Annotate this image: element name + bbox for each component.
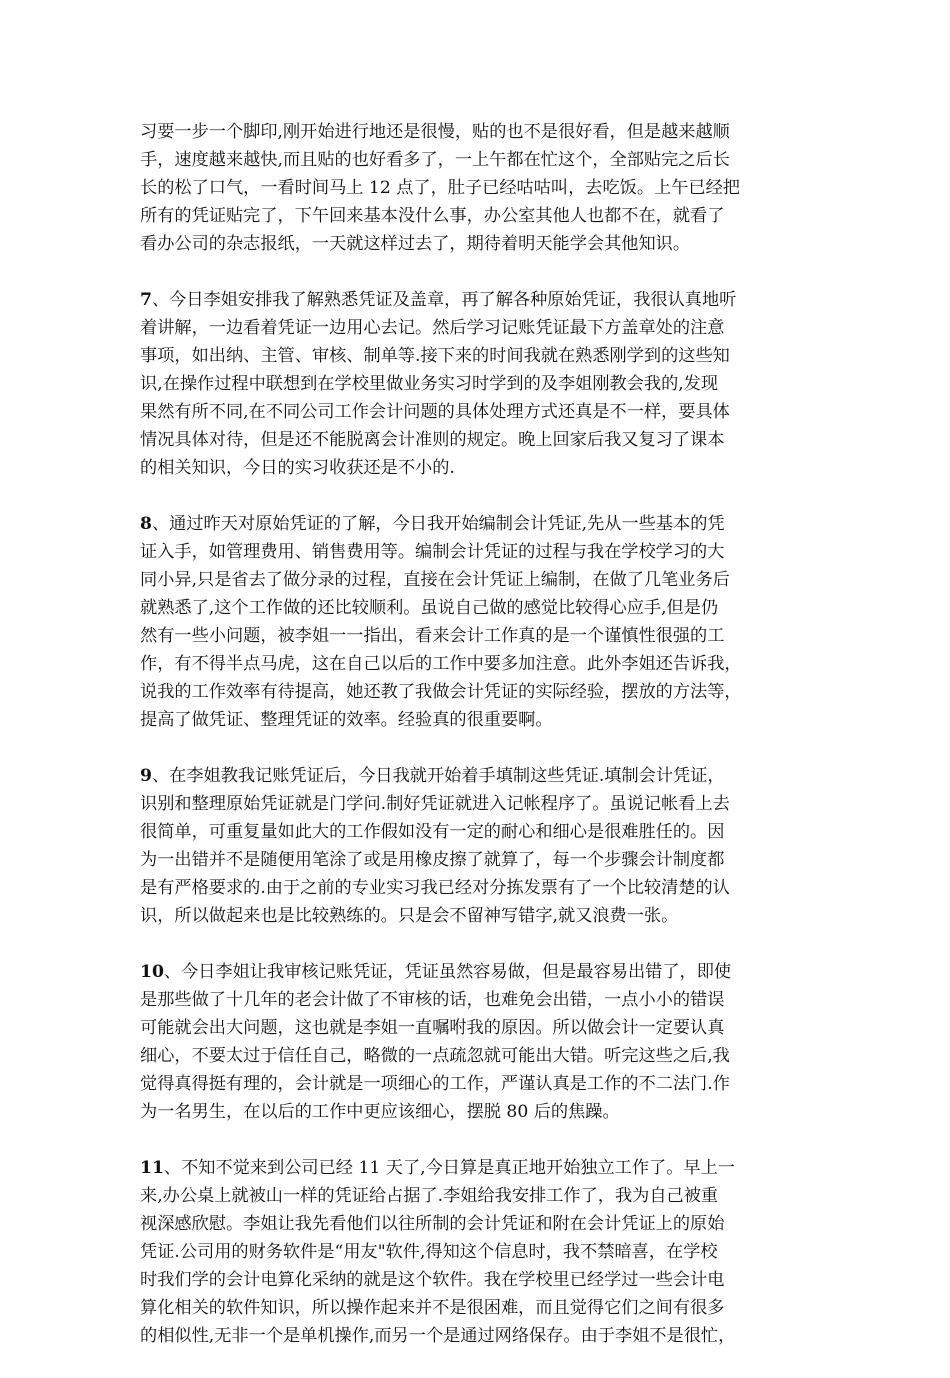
paragraph-text: 、今日李姐安排我了解熟悉凭证及盖章，再了解各种原始凭证，我很认真地听 着讲解，一边看着凭证一边用心去记。然后学习记账凭证最下方盖章处的注意 事项，如出纳、主管、审核、制单等.接下来的时间我就在熟悉刚学到的这些知 识,在操作过程中联想到在学校里做业务实习时学到的及李姐刚教会我的,发现 果然有所不同,在不同公司工作会计问题的具体处理方式还真是不一样，要具体 情况具体对待，但是还不能脱离会计准则的规定。晚上回家后我又复习了课本 的相关知识，今日的实习收获还是不小的. <box>140 290 737 478</box>
paragraph-number: 11 <box>140 1158 164 1178</box>
paragraph-number: 10 <box>140 962 164 982</box>
paragraph-text: 、在李姐教我记账凭证后，今日我就开始着手填制这些凭证.填制会计凭证， 识别和整理原始凭证就是门学问.制好凭证就进入记帐程序了。虽说记帐看上去 很简单，可重复量如此大的工作假如没有一定的耐心和细心是很难胜任的。因 为一出错并不是随便用笔涂了或是用橡皮擦了就算了，每一个步骤会计制度都 是有严格要求的.由于之前的专业实习我已经对分拣发票有了一个比较清楚的认 识，所以做起来也是比较熟练的。只是会不留神写错字,就又浪费一张。 <box>140 766 730 926</box>
paragraph-text: 、不知不觉来到公司已经 11 天了,今日算是真正地开始独立工作了。早上一 来,办公桌上就被山一样的凭证给占据了.李姐给我安排工作了，我为自己被重 视深感欣慰。李姐让我先看他们以往所制的会计凭证和附在会计凭证上的原始 凭证.公司用的财务软件是“用友"软件,得知这个信息时，我不禁暗喜，在学校 时我们学的会计电算化采纳的就是这个软件。我在学校里已经学过一些会计电 算化相关的软件知识，所以操作起来并不是很困难，而且觉得它们之间有很多 的相似性,无非一个是单机操作,而另一个是通过网络保存。由于李姐不是很忙， <box>140 1158 736 1346</box>
paragraph-text: 、通过昨天对原始凭证的了解，今日我开始编制会计凭证,先从一些基本的凭 证入手，如管理费用、销售费用等。编制会计凭证的过程与我在学校学习的大 同小异,只是省去了做分录的过程，直接在会计凭证上编制，在做了几笔业务后 就熟悉了,这个工作做的还比较顺利。虽说自己做的感觉比较得心应手,但是仍 然有一些小问题，被李姐一一指出，看来会计工作真的是一个谨慎性很强的工 作，有不得半点马虎，这在自己以后的工作中要多加注意。此外李姐还告诉我， 说我的工作效率有待提高，她还教了我做会计凭证的实际经验，摆放的方法等， 提高了做凭证、整理凭证的效率。经验真的很重要啊。 <box>140 514 742 730</box>
paragraph-text: 习要一步一个脚印,刚开始进行地还是很慢，贴的也不是很好看，但是越来越顺 手，速度越来越快,而且贴的也好看多了，一上午都在忙这个，全部贴完之后长 长的松了口气，一看时间马上 12 点了，肚子已经咕咕叫，去吃饭。上午已经把 所有的凭证贴完了，下午回来基本没什么事，办公室其他人也都不在，就看了 看办公司的杂志报纸，一天就这样过去了，期待着明天能学会其他知识。 <box>140 122 740 254</box>
paragraph-day-7 <box>140 286 816 482</box>
paragraph-day-11 <box>140 1154 816 1350</box>
paragraph-number: 7 <box>140 290 152 310</box>
paragraph-intro <box>140 118 816 258</box>
document-page <box>140 118 816 1378</box>
paragraph-day-10 <box>140 958 816 1126</box>
paragraph-number: 9 <box>140 766 152 786</box>
paragraph-day-9 <box>140 762 816 930</box>
paragraph-text: 、今日李姐让我审核记账凭证，凭证虽然容易做，但是最容易出错了，即使 是那些做了十几年的老会计做了不审核的话，也难免会出错，一点小小的错误 可能就会出大问题，这也就是李姐一直嘱咐我的原因。所以做会计一定要认真 细心，不要太过于信任自己，略微的一点疏忽就可能出大错。听完这些之后,我 觉得真得挺有理的，会计就是一项细心的工作，严谨认真是工作的不二法门.作 为一名男生，在以后的工作中更应该细心，摆脱 80 后的焦躁。 <box>140 962 732 1122</box>
paragraph-day-8 <box>140 510 816 734</box>
paragraph-number: 8 <box>140 514 152 534</box>
